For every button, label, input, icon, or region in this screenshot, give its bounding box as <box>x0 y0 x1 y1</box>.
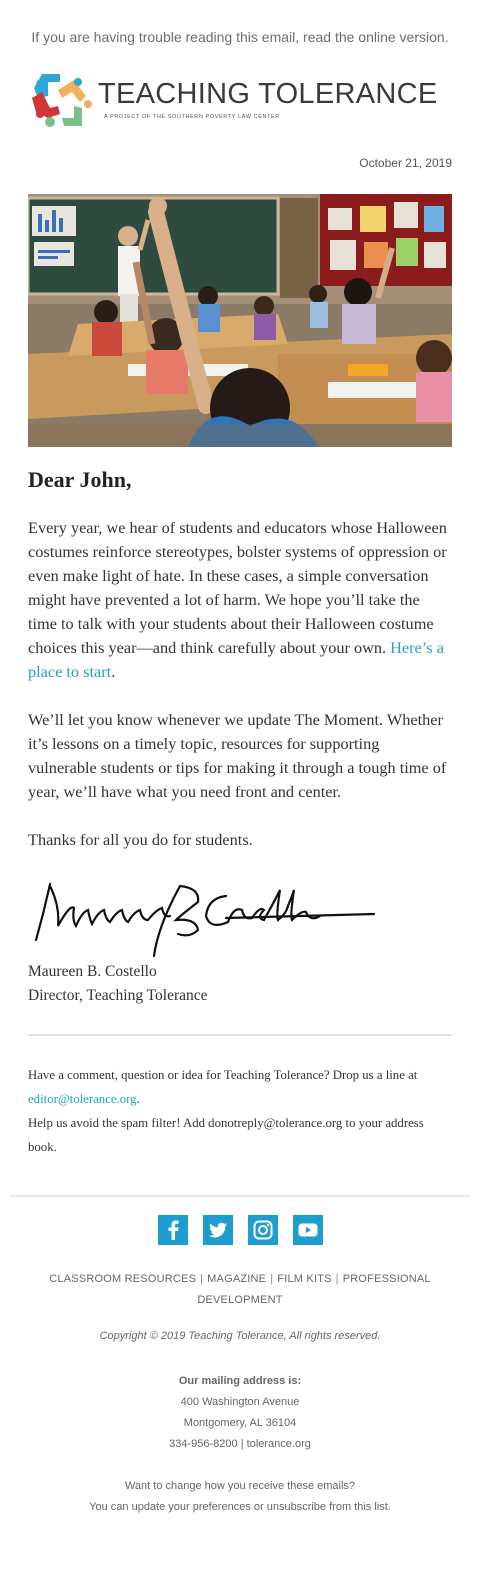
facebook-icon[interactable] <box>158 1215 188 1245</box>
spam-note: Help us avoid the spam filter! Add donotreply@tolerance.org to your address book. <box>28 1116 424 1154</box>
signer-title: Director, Teaching Tolerance <box>28 987 208 1004</box>
greeting: Dear John, <box>28 467 132 492</box>
instagram-icon[interactable] <box>248 1215 278 1245</box>
preferences-block <box>0 1476 480 1518</box>
nav-classroom-resources[interactable]: CLASSROOM RESOURCES <box>49 1273 197 1285</box>
copyright: Copyright © 2019 Teaching Tolerance, All rights reserved. <box>99 1330 381 1342</box>
nav-film-kits[interactable]: FILM KITS <box>277 1273 332 1285</box>
address-line-1: 400 Washington Avenue <box>180 1396 300 1408</box>
nav-magazine[interactable]: MAGAZINE <box>207 1273 267 1285</box>
paragraph-halloween <box>28 516 452 684</box>
preferences-or: or <box>250 1501 267 1513</box>
signature-image <box>30 876 380 960</box>
preheader <box>0 29 480 45</box>
paragraph-halloween-end: . <box>111 662 116 681</box>
pipe-separator: | <box>240 1438 244 1450</box>
website: tolerance.org <box>246 1438 311 1450</box>
social-links <box>0 1215 480 1245</box>
classroom-illustration <box>28 194 452 447</box>
paragraph-halloween-text: Every year, we hear of students and educators whose Halloween costumes reinforce stereotypes, bolster systems of oppression or even make light of hate. In these cases, a simple conversation might have prevented a lot of harm. We hope you’ll take the time to talk with your students about their Halloween costume choices this year—and think carefully about your own. <box>28 518 447 657</box>
place-to-start-link[interactable]: Here’s a place to start <box>28 638 444 681</box>
preferences-question: Want to change how you receive these emails? <box>124 1480 356 1492</box>
nav-separator: | <box>200 1273 204 1285</box>
comment-text: Have a comment, question or idea for Teaching Tolerance? Drop us a line at <box>28 1068 418 1082</box>
comment-period: . <box>136 1092 140 1106</box>
nav-separator: | <box>270 1273 274 1285</box>
phone-number: 334-956-8200 <box>169 1438 238 1450</box>
signer-block <box>28 960 208 1008</box>
paragraph-the-moment: We’ll let you know whenever we update The Moment. Whether it’s lessons on a timely topic, resources for supporting vulnerable students or tips for making it through a tough time of year, we’ll have what you need front and center. <box>28 710 447 801</box>
address-line-2: Montgomery, AL 36104 <box>183 1417 297 1429</box>
update-preferences-link[interactable]: update your preferences <box>131 1501 251 1513</box>
nav-professional-development[interactable]: PROFESSIONAL DEVELOPMENT <box>197 1273 431 1306</box>
editor-email-link[interactable]: editor@tolerance.org <box>28 1092 137 1106</box>
preheader-text: If you are having trouble reading this email, <box>31 29 304 45</box>
hero-image-classroom[interactable] <box>28 194 452 447</box>
mailing-label: Our mailing address is: <box>178 1375 302 1387</box>
mailing-address <box>0 1371 480 1455</box>
teaching-tolerance-logo[interactable] <box>28 68 448 136</box>
contact-note <box>28 1063 452 1159</box>
signer-name: Maureen B. Costello <box>28 963 157 980</box>
nav-separator: | <box>335 1273 339 1285</box>
divider <box>28 1034 452 1036</box>
youtube-icon[interactable] <box>293 1215 323 1245</box>
preferences-period: . <box>387 1501 391 1513</box>
comment-line <box>28 1063 452 1111</box>
hands-logo-icon <box>28 68 94 134</box>
unsubscribe-link[interactable]: unsubscribe from this list <box>266 1501 388 1513</box>
preheader-period: . <box>444 29 449 45</box>
footer-divider <box>10 1195 470 1197</box>
contact-line <box>0 1434 480 1455</box>
preferences-line <box>0 1497 480 1518</box>
brand-name: TEACHING TOLERANCE <box>98 78 438 110</box>
brand-tagline: A PROJECT OF THE SOUTHERN POVERTY LAW CENTER <box>104 114 280 120</box>
online-version-link[interactable]: read the online version <box>303 29 445 45</box>
preferences-text: You can <box>89 1501 132 1513</box>
twitter-icon[interactable] <box>203 1215 233 1245</box>
paragraph-thanks: Thanks for all you do for students. <box>28 830 253 849</box>
footer-nav <box>40 1269 440 1311</box>
email-date: October 21, 2019 <box>359 156 452 170</box>
